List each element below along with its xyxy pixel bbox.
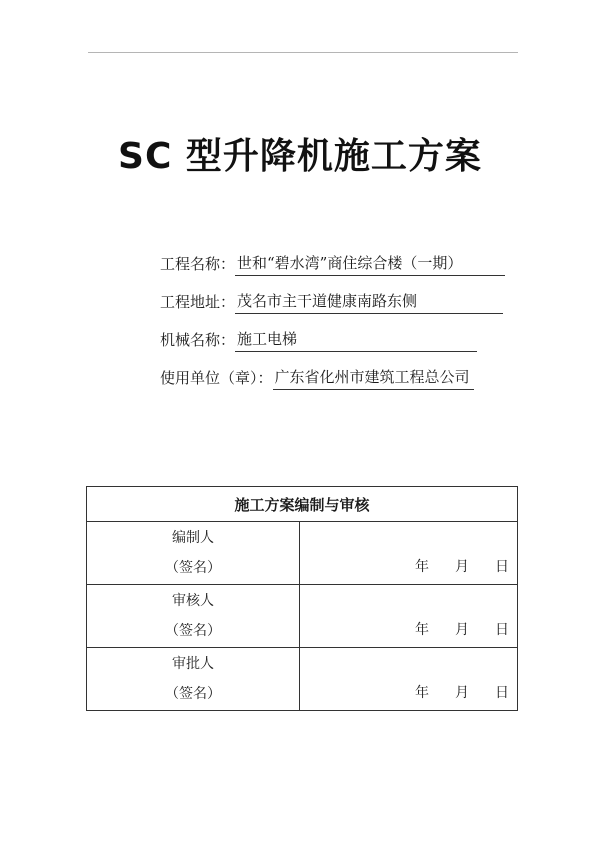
- project-info-block: [160, 238, 540, 390]
- month-label: 月: [455, 685, 469, 701]
- year-label: 年: [415, 559, 429, 575]
- approval-table: [86, 486, 518, 711]
- document-title: SC 型升降机施工方案: [118, 136, 482, 177]
- user-unit-value: 广东省化州市建筑工程总公司: [273, 366, 474, 390]
- signature-label: （签名）: [165, 686, 221, 702]
- role-label: 审批人: [172, 656, 214, 672]
- table-row: [87, 648, 518, 711]
- header-rule: [88, 52, 518, 53]
- role-cell-compiler: [87, 522, 300, 585]
- approval-table-title: 施工方案编制与审核: [87, 487, 518, 522]
- year-label: 年: [415, 622, 429, 638]
- role-cell-approver: [87, 648, 300, 711]
- signature-label: （签名）: [165, 623, 221, 639]
- project-address-value: 茂名市主干道健康南路东侧: [235, 290, 503, 314]
- machine-name-label: 机械名称：: [160, 331, 236, 349]
- day-label: 日: [495, 685, 509, 701]
- signature-label: （签名）: [165, 560, 221, 576]
- table-row: [87, 522, 518, 585]
- role-label: 编制人: [172, 530, 214, 546]
- machine-name-value: 施工电梯: [235, 328, 477, 352]
- approval-table-header-row: [87, 487, 518, 522]
- table-row: [87, 585, 518, 648]
- project-address-row: [160, 276, 540, 314]
- day-label: 日: [495, 622, 509, 638]
- role-cell-reviewer: [87, 585, 300, 648]
- date-cell[interactable]: [300, 522, 518, 585]
- role-label: 审核人: [172, 593, 214, 609]
- project-name-value: 世和“碧水湾”商住综合楼（一期）: [235, 252, 505, 276]
- month-label: 月: [455, 559, 469, 575]
- project-name-label: 工程名称：: [160, 255, 236, 273]
- machine-name-row: [160, 314, 540, 352]
- user-unit-label: 使用单位（章）：: [160, 369, 273, 387]
- day-label: 日: [495, 559, 509, 575]
- date-cell[interactable]: [300, 585, 518, 648]
- year-label: 年: [415, 685, 429, 701]
- project-name-row: [160, 238, 540, 276]
- month-label: 月: [455, 622, 469, 638]
- date-cell[interactable]: [300, 648, 518, 711]
- user-unit-row: [160, 352, 540, 390]
- project-address-label: 工程地址：: [160, 293, 236, 311]
